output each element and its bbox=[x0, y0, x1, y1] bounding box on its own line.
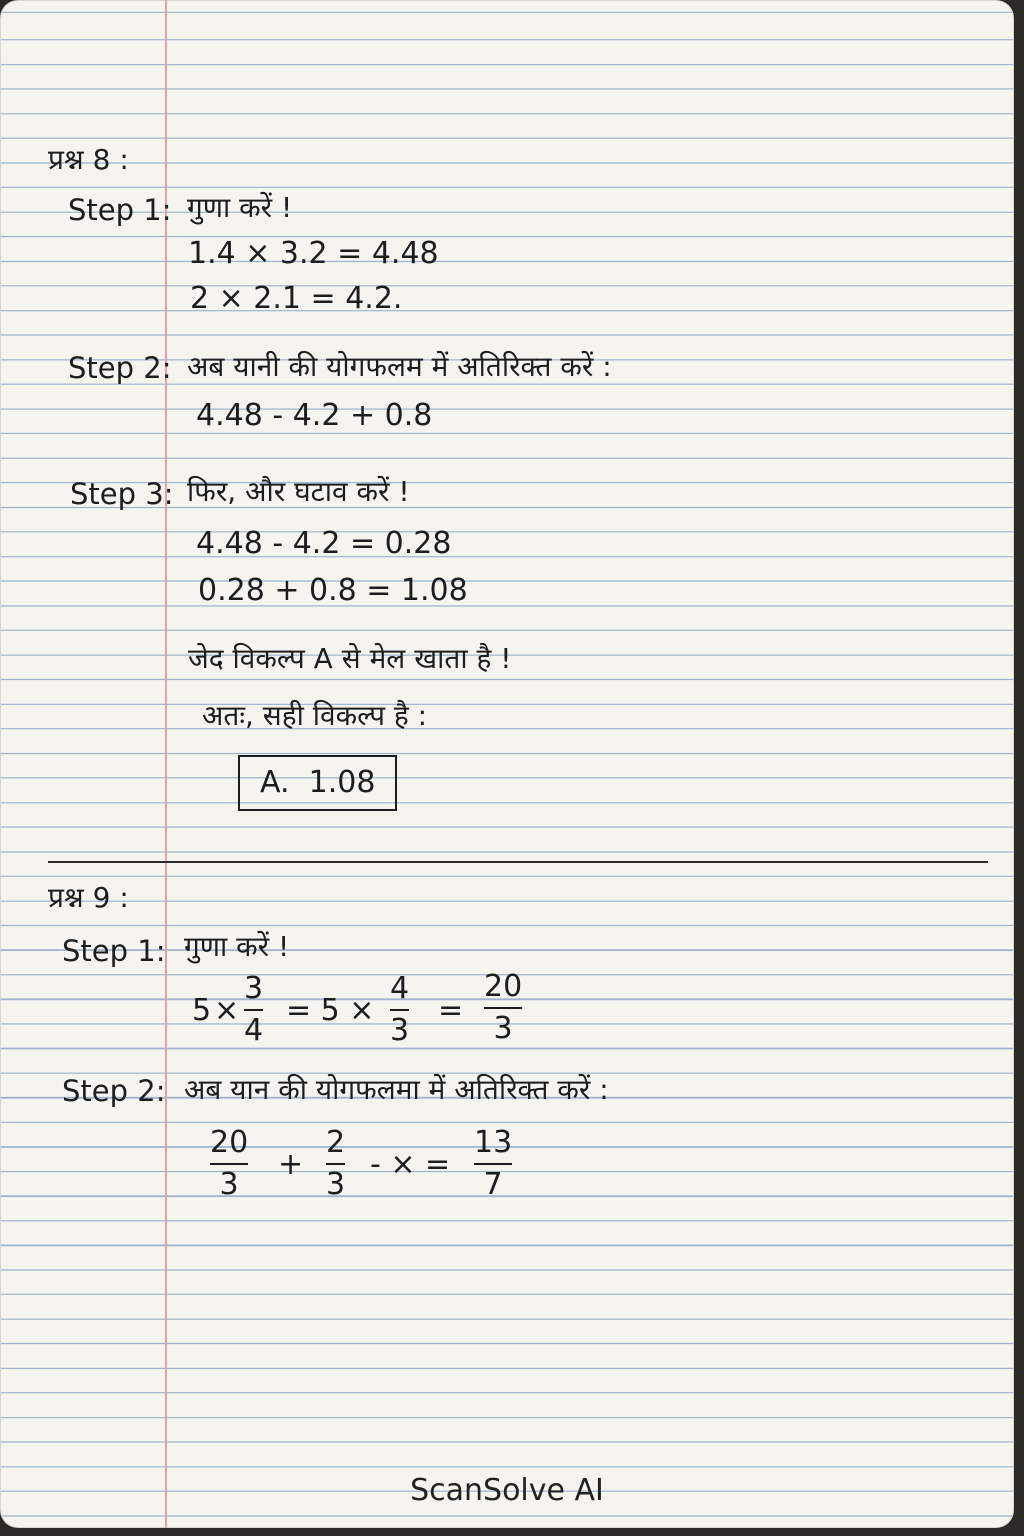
fraction-numerator: 3 bbox=[244, 971, 264, 1006]
p8-step3-text: फिर, और घटाव करें ! bbox=[187, 475, 410, 508]
answer-box bbox=[238, 755, 397, 811]
p8-note2: अतः, सही विकल्प है : bbox=[202, 699, 428, 732]
p9-eq1-a: 5 bbox=[192, 993, 212, 1028]
answer-text: A. 1.08 bbox=[260, 765, 376, 800]
p8-step3-line1: 4.48 - 4.2 = 0.28 bbox=[196, 526, 452, 561]
p9-eq1-eq: = bbox=[438, 993, 464, 1028]
p9-eq2-frac2 bbox=[326, 1125, 346, 1202]
fraction-numerator: 20 bbox=[210, 1125, 249, 1160]
p9-eq1-frac1 bbox=[244, 971, 264, 1048]
fraction-numerator: 13 bbox=[474, 1125, 513, 1160]
p8-step1-line2: 2 × 2.1 = 4.2. bbox=[190, 281, 403, 316]
p9-eq1-frac3 bbox=[484, 969, 523, 1046]
p9-eq2-plus: + bbox=[278, 1147, 304, 1182]
p9-step2-text: अब यान की योगफलमा में अतिरिक्त करें : bbox=[184, 1073, 609, 1106]
p8-step2-text: अब यानी की योगफलम में अतिरिक्त करें : bbox=[187, 350, 612, 383]
fraction-denominator: 3 bbox=[390, 1013, 410, 1048]
p9-step2-label: Step 2: bbox=[62, 1074, 166, 1108]
fraction-denominator: 3 bbox=[219, 1167, 239, 1202]
p8-step3-label: Step 3: bbox=[70, 477, 174, 511]
p9-eq2-frac3 bbox=[474, 1125, 513, 1202]
fraction-numerator: 20 bbox=[484, 969, 523, 1004]
p9-eq1-frac2 bbox=[390, 971, 410, 1048]
margin-line bbox=[165, 0, 167, 1528]
problem-8-heading: प्रश्न 8 : bbox=[48, 143, 129, 176]
p8-note1: जेद विकल्प A से मेल खाता है ! bbox=[188, 642, 512, 675]
fraction-bar bbox=[390, 1009, 409, 1011]
fraction-denominator: 3 bbox=[326, 1167, 346, 1202]
fraction-bar bbox=[244, 1009, 263, 1011]
fraction-denominator: 3 bbox=[493, 1011, 513, 1046]
fraction-bar bbox=[210, 1163, 248, 1165]
p9-step1-label: Step 1: bbox=[62, 934, 166, 968]
p8-step2-label: Step 2: bbox=[68, 351, 172, 385]
section-divider bbox=[48, 861, 988, 863]
problem-9-heading: प्रश्न 9 : bbox=[48, 881, 129, 914]
fraction-numerator: 4 bbox=[390, 971, 410, 1006]
fraction-bar bbox=[326, 1163, 345, 1165]
p8-step1-text: गुणा करें ! bbox=[187, 191, 293, 224]
fraction-denominator: 4 bbox=[244, 1013, 264, 1048]
fraction-denominator: 7 bbox=[483, 1167, 503, 1202]
p8-step1-line1: 1.4 × 3.2 = 4.48 bbox=[188, 236, 439, 271]
p9-eq2-mid: - × = bbox=[370, 1147, 451, 1182]
fraction-bar bbox=[474, 1163, 512, 1165]
p9-step1-text: गुणा करें ! bbox=[184, 930, 290, 963]
p8-step1-label: Step 1: bbox=[68, 193, 172, 227]
fraction-numerator: 2 bbox=[326, 1125, 346, 1160]
p9-eq1-mid: = 5 × bbox=[286, 993, 375, 1028]
p8-step2-line1: 4.48 - 4.2 + 0.8 bbox=[196, 398, 433, 433]
p9-eq2-frac1 bbox=[210, 1125, 249, 1202]
footer-brand: ScanSolve AI bbox=[410, 1473, 604, 1508]
p8-step3-line2: 0.28 + 0.8 = 1.08 bbox=[198, 573, 468, 608]
fraction-bar bbox=[484, 1007, 522, 1009]
p9-eq1-op: × bbox=[214, 993, 240, 1028]
